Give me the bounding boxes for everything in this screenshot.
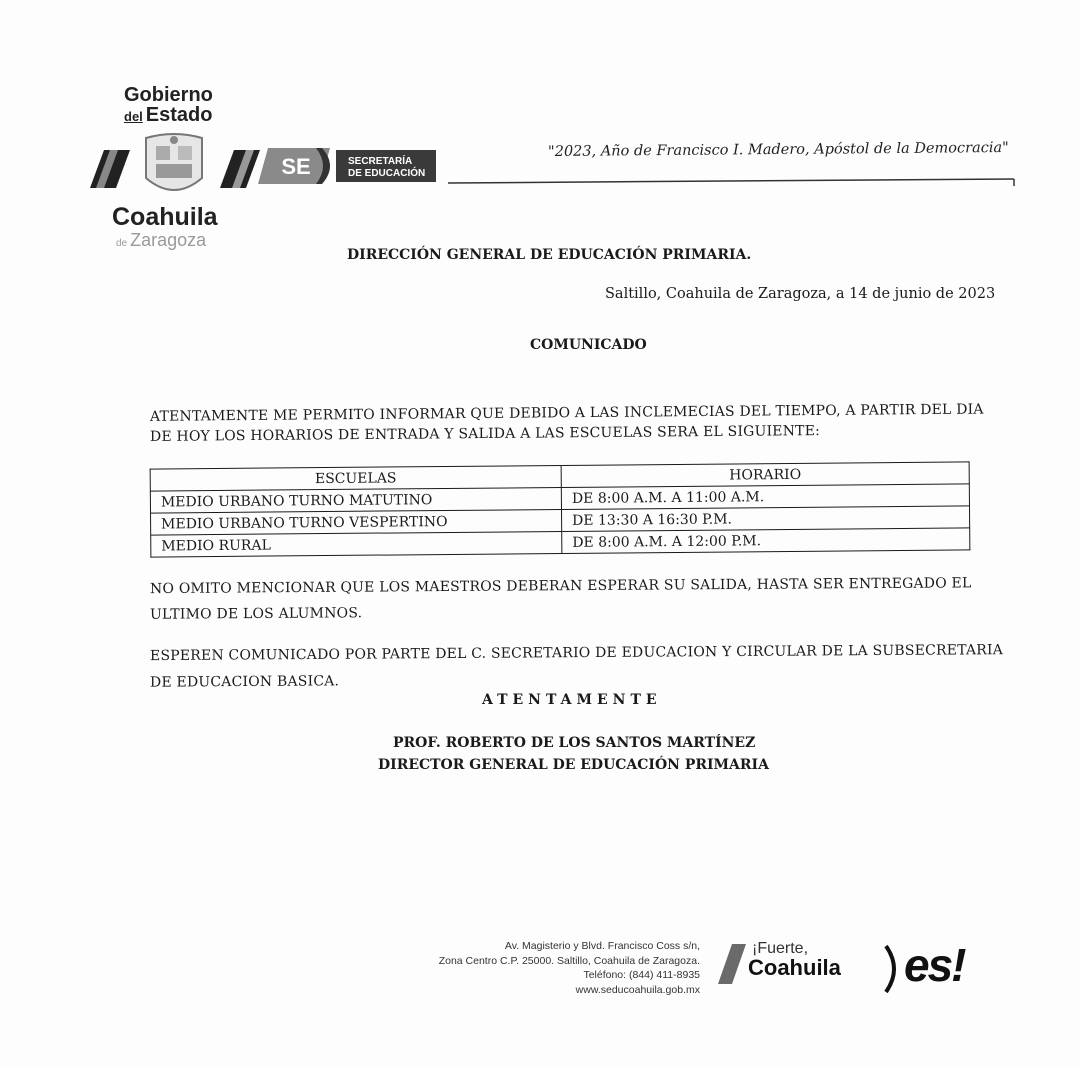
table-header-horario: HORARIO	[561, 462, 969, 488]
paragraph-3-line-1: ESPEREN COMUNICADO POR PARTE DEL C. SECRETARIO DE EDUCACION Y CIRCULAR DE LA SUBSECRETARIA	[149, 642, 1004, 665]
slogan-es: es!	[904, 939, 965, 991]
paragraph-3-line-2: DE EDUCACION BASICA.	[149, 673, 340, 691]
stripe-decoration-icon	[220, 150, 260, 188]
table-cell-hours: DE 8:00 A.M. A 12:00 P.M.	[562, 528, 970, 554]
secretaria-line1: SECRETARÍA	[348, 156, 413, 167]
table-cell-school: MEDIO URBANO TURNO VESPERTINO	[151, 509, 562, 535]
state-subname-de: de	[116, 238, 128, 249]
table-cell-school: MEDIO URBANO TURNO MATUTINO	[150, 487, 561, 513]
footer-address-line-1: Av. Magisterio y Blvd. Francisco Coss s/n,	[504, 940, 700, 952]
slogan-fuerte: ¡Fuerte,	[752, 940, 809, 957]
gov-logo-line1: Gobierno	[124, 84, 213, 106]
state-subname	[116, 230, 206, 251]
slogan-paren-icon	[882, 944, 902, 994]
state-seal-icon	[128, 132, 220, 202]
gov-logo-estado: Estado	[145, 104, 213, 126]
signer-name: PROF. ROBERTO DE LOS SANTOS MARTÍNEZ	[393, 735, 756, 751]
schedule-table	[150, 461, 971, 557]
se-badge-text: SE	[281, 154, 311, 179]
motto-underline	[448, 176, 1018, 186]
state-name: Coahuila	[112, 203, 218, 231]
year-motto: "2023, Año de Francisco I. Madero, Apóstol de la Democracia"	[547, 139, 1009, 161]
signer-title: DIRECTOR GENERAL DE EDUCACIÓN PRIMARIA	[378, 757, 769, 773]
footer-website: www.seducoahuila.gob.mx	[575, 984, 700, 996]
gov-logo-del: del	[124, 109, 143, 124]
state-subname-zaragoza: Zaragoza	[130, 230, 207, 250]
paragraph-1-line-2: DE HOY LOS HORARIOS DE ENTRADA Y SALIDA A LAS ESCUELAS SERA EL SIGUIENTE:	[149, 423, 821, 445]
department-heading: DIRECCIÓN GENERAL DE EDUCACIÓN PRIMARIA.	[347, 247, 752, 263]
stripe-decoration-icon	[90, 150, 130, 188]
se-logo-icon	[258, 148, 338, 184]
table-cell-hours: DE 8:00 A.M. A 11:00 A.M.	[561, 484, 969, 510]
paragraph-2-line-2: ULTIMO DE LOS ALUMNOS.	[149, 605, 363, 623]
footer-phone: Teléfono: (844) 411-8935	[583, 969, 700, 981]
table-cell-hours: DE 13:30 A 16:30 P.M.	[561, 506, 969, 532]
secretaria-line2: DE EDUCACIÓN	[348, 168, 426, 179]
closing-word: ATENTAMENTE	[482, 692, 662, 708]
footer-address-line-2: Zona Centro C.P. 25000. Saltillo, Coahuila de Zaragoza.	[438, 955, 700, 967]
secretaria-logo-icon	[336, 148, 436, 184]
slogan-coahuila: Coahuila	[748, 955, 841, 980]
gov-logo-line2	[124, 104, 212, 127]
document-title: COMUNICADO	[530, 337, 647, 353]
paragraph-2-line-1: NO OMITO MENCIONAR QUE LOS MAESTROS DEBERAN ESPERAR SU SALIDA, HASTA SER ENTREGADO EL	[149, 575, 972, 598]
table-cell-school: MEDIO RURAL	[151, 531, 562, 557]
dateline: Saltillo, Coahuila de Zaragoza, a 14 de junio de 2023	[605, 286, 996, 302]
table-header-escuelas: ESCUELAS	[150, 465, 561, 491]
paragraph-1-line-1: ATENTAMENTE ME PERMITO INFORMAR QUE DEBIDO A LAS INCLEMECIAS DEL TIEMPO, A PARTIR DEL DIA	[149, 401, 984, 425]
slogan-slash-icon	[718, 944, 746, 984]
